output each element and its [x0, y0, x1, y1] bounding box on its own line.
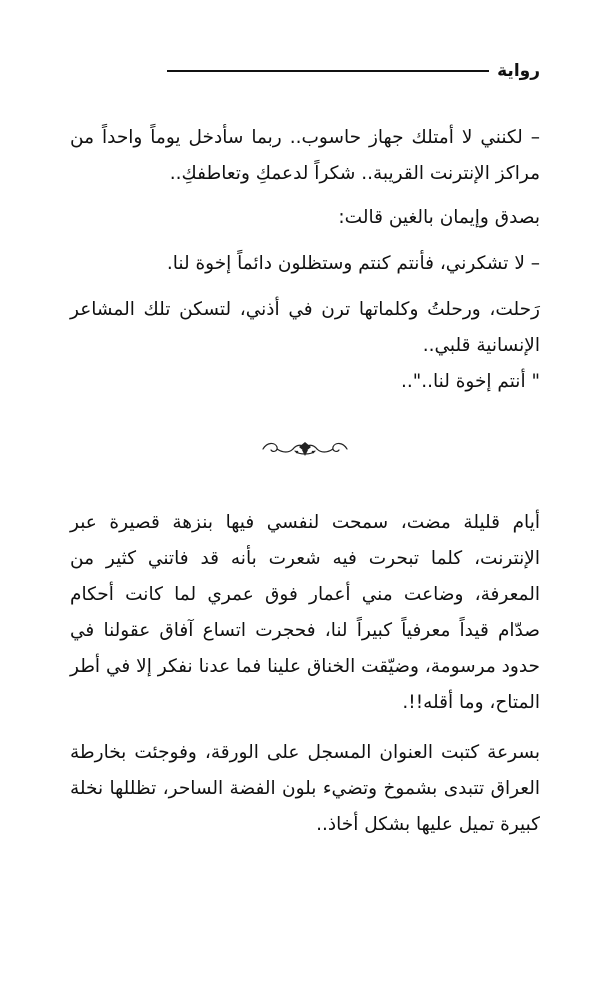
header-rule	[167, 70, 489, 72]
book-page	[70, 52, 540, 1000]
paragraph-5: " أنتم إخوة لنا.."..	[400, 371, 540, 392]
paragraph-6: أيام قليلة مضت، سمحت لنفسي فيها بنزهة قصيرة عبر الإنترنت، كلما تبحرت فيه شعرت بأنه قد فاتني كثير من المعرفة، وضاعت مني أعمار فوق عمري لما كانت أحكام صدّام قيداً معرفياً كبيراً لنا، فحجرت اتساع آفاق عقولنا في حدود مرسومة، وضيّقت الخناق علينا فما عدنا نفكر إلا في أطر المتاح، وما أقله!!.	[70, 512, 540, 713]
floral-divider-icon	[70, 438, 540, 460]
paragraph-2: بصدق وإيمان بالغين قالت:	[338, 207, 540, 228]
paragraph-7: بسرعة كتبت العنوان المسجل على الورقة، وفوجئت بخارطة العراق تتبدى بشموخ وتضيء بلون الفضة الساحر، تظللها نخلة كبيرة تميل عليها بشكل أخاذ..	[70, 742, 540, 835]
header-label: رواية	[497, 61, 540, 81]
paragraph-4: رَحلت، ورحلتُ وكلماتها ترن في أذني، لتسكن تلك المشاعر الإنسانية قلبي..	[70, 299, 540, 356]
paragraph-3: – لا تشكرني، فأنتم كنتم وستظلون دائماً إخوة لنا.	[166, 253, 540, 274]
paragraph-1: – لكنني لا أمتلك جهاز حاسوب.. ربما سأدخل يوماً واحداً من مراكز الإنترنت القريبة.. شكراً لدعمكِ وتعاطفكِ..	[70, 127, 540, 184]
running-header	[70, 52, 540, 90]
